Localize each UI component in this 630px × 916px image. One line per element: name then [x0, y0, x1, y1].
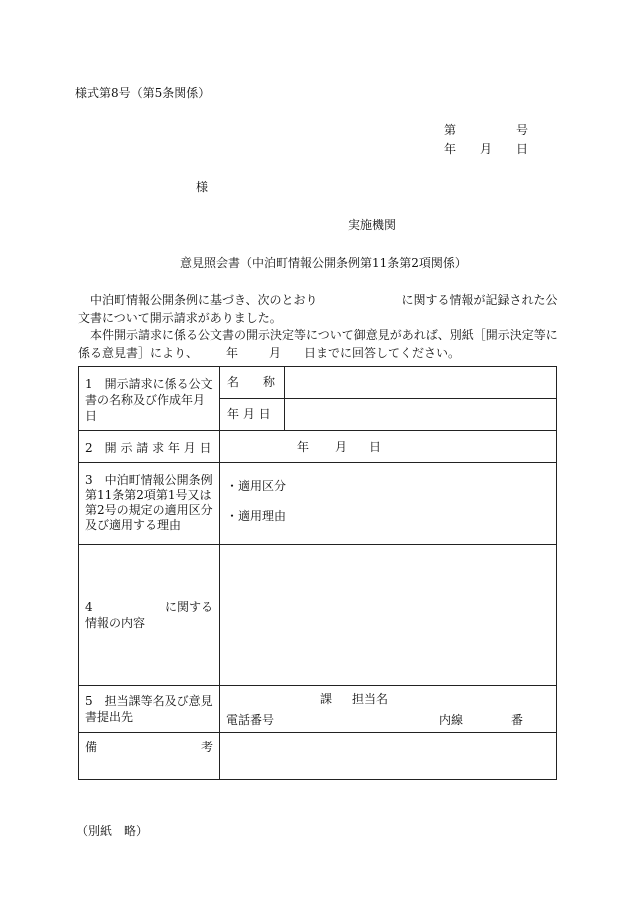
row5-label-line1: 5 担当課等名及び意見: [85, 694, 213, 708]
date-year: 年: [444, 142, 457, 156]
row1-label-line2: 書の名称及び作成年月: [85, 393, 206, 407]
row2-value-cell[interactable]: [220, 431, 557, 463]
row3-label-cell: [79, 463, 220, 545]
row6-label-bi: 備: [85, 740, 98, 754]
row1-date-label: 年 月 日: [227, 407, 271, 421]
row4-label-cell: [79, 545, 220, 686]
row1-date-label-cell: [220, 399, 285, 431]
row5-person-label: 担当名: [352, 692, 389, 706]
body-paragraph-2: [78, 327, 558, 362]
row1-name-label: 名 称: [227, 375, 276, 389]
doc-number-dai: 第: [444, 123, 457, 137]
row3-label-line3: 第2号の規定の適用区分: [85, 503, 213, 517]
row2-day: 日: [369, 440, 382, 454]
body-p2-month: 月: [269, 345, 282, 360]
row6-label-cell: [79, 733, 220, 780]
row1-name-label-cell: [220, 367, 285, 399]
date-day: 日: [516, 142, 529, 156]
row5-label-line2: 書提出先: [85, 710, 134, 724]
document-title: 意見照会書（中泊町情報公開条例第11条第2項関係）: [180, 256, 467, 270]
row1-label-line1: 1 開示請求に係る公文: [85, 377, 213, 391]
row2-label: 2 開 示 請 求 年 月 日: [85, 441, 212, 455]
row6-label-kou: 考: [201, 740, 214, 754]
row2-year: 年: [297, 440, 310, 454]
doc-number-go: 号: [516, 123, 529, 137]
body-p1-line1-a: 中泊町情報公開条例に基づき、次のとおり: [90, 293, 318, 307]
form-number: 様式第8号（第5条関係）: [75, 86, 211, 100]
row5-extension-label: 内線: [439, 713, 464, 727]
inquiry-form-table: [78, 366, 557, 780]
row5-value-cell[interactable]: [220, 686, 557, 733]
row4-label-number: 4: [85, 600, 93, 614]
row5-extension-suffix: 番: [511, 713, 524, 727]
row3-value-cell[interactable]: [220, 463, 557, 545]
row5-label-cell: [79, 686, 220, 733]
body-p2-deadline: 日までに回答してください。: [304, 345, 461, 360]
row1-label-line3: 日: [85, 409, 98, 423]
row1-name-value-cell[interactable]: [285, 367, 557, 399]
row4-label-line2: 情報の内容: [85, 616, 146, 630]
body-p2-year: 年: [226, 345, 239, 360]
footer-note: （別紙 略）: [76, 824, 149, 838]
row2-month: 月: [335, 440, 348, 454]
row3-label-line2: 第11条第2項第1号又は: [85, 488, 212, 502]
row3-label-line4: 及び適用する理由: [85, 518, 182, 532]
body-p1-line1-b: に関する情報が記録された公: [401, 293, 558, 307]
addressee-suffix: 様: [196, 180, 209, 194]
row4-label-suffix: に関する: [165, 600, 214, 614]
row2-label-cell: [79, 431, 220, 463]
row1-label-cell: [79, 367, 220, 431]
row3-category-item: ・適用区分: [226, 479, 287, 493]
row1-date-value-cell[interactable]: [285, 399, 557, 431]
date-month: 月: [480, 142, 493, 156]
body-p1-line2: 文書について開示請求がありました。: [78, 310, 282, 325]
row5-phone-label: 電話番号: [226, 713, 275, 727]
row3-reason-item: ・適用理由: [226, 509, 287, 523]
body-p2-line1: 本件開示請求に係る公文書の開示決定等について御意見があれば、別紙［開示決定等に: [90, 328, 558, 342]
row5-section: 課: [320, 692, 333, 706]
row6-value-cell[interactable]: [220, 733, 557, 780]
body-paragraph-1: [78, 292, 558, 327]
row4-value-cell[interactable]: [220, 545, 557, 686]
row3-label-line1: 3 中泊町情報公開条例: [85, 473, 213, 487]
sender-label: 実施機関: [348, 218, 397, 232]
body-p2-line2-a: 係る意見書］により、: [78, 345, 199, 360]
